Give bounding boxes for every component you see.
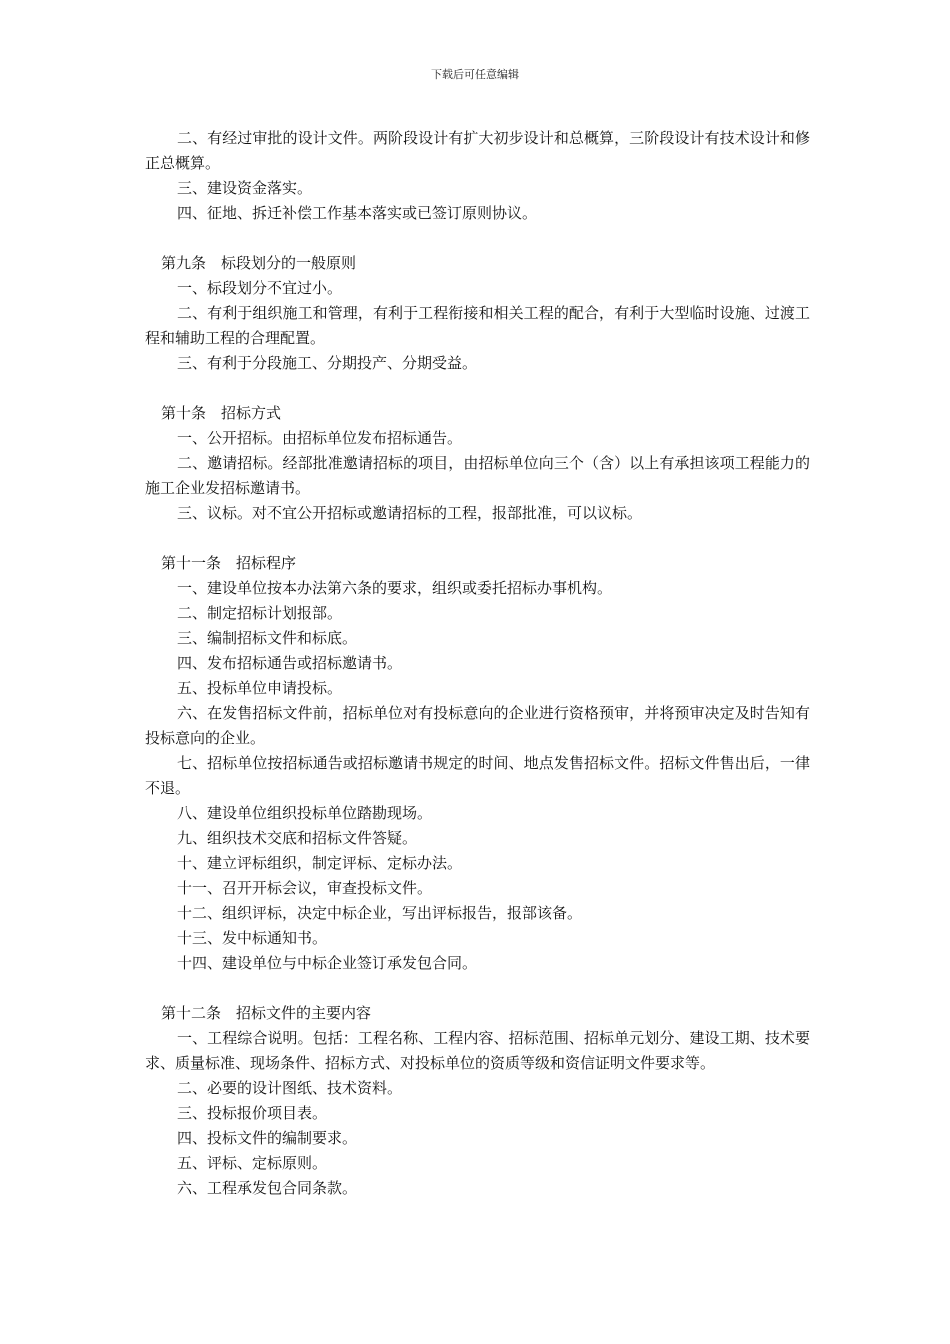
- clause-paragraph: 二、必要的设计图纸、技术资料。: [177, 1079, 403, 1097]
- clause-paragraph: 三、建设资金落实。: [177, 179, 313, 197]
- clause-paragraph: 十四、建设单位与中标企业签订承发包合同。: [177, 954, 478, 972]
- clause-paragraph: 四、征地、拆迁补偿工作基本落实或已签订原则协议。: [177, 204, 538, 222]
- clause-paragraph: 三、投标报价项目表。: [177, 1104, 328, 1122]
- clause-paragraph: 十、建立评标组织，制定评标、定标办法。: [177, 854, 463, 872]
- clause-paragraph: 七、招标单位按招标通告或招标邀请书规定的时间、地点发售招标文件。招标文件售出后，一律不退。: [145, 754, 810, 797]
- clause-paragraph: 二、有经过审批的设计文件。两阶段设计有扩大初步设计和总概算，三阶段设计有技术设计和修正总概算。: [145, 129, 810, 172]
- clause-paragraph: 二、制定招标计划报部。: [177, 604, 343, 622]
- clause-paragraph: 三、有利于分段施工、分期投产、分期受益。: [177, 354, 478, 372]
- clause-paragraph: 十三、发中标通知书。: [177, 929, 328, 947]
- clause-paragraph: 一、工程综合说明。包括：工程名称、工程内容、招标范围、招标单元划分、建设工期、技术要求、质量标准、现场条件、招标方式、对投标单位的资质等级和资信证明文件要求等。: [145, 1029, 810, 1072]
- document-body: [145, 126, 810, 1201]
- clause-paragraph: 十一、召开开标会议，审查投标文件。: [177, 879, 433, 897]
- clause-paragraph: 五、投标单位申请投标。: [177, 679, 343, 697]
- clause-paragraph: 一、建设单位按本办法第六条的要求，组织或委托招标办事机构。: [177, 579, 613, 597]
- article-heading: 第九条 标段划分的一般原则: [161, 254, 357, 272]
- clause-paragraph: 四、投标文件的编制要求。: [177, 1129, 358, 1147]
- clause-paragraph: 二、有利于组织施工和管理，有利于工程衔接和相关工程的配合，有利于大型临时设施、过渡工程和辅助工程的合理配置。: [145, 304, 810, 347]
- clause-paragraph: 一、公开招标。由招标单位发布招标通告。: [177, 429, 463, 447]
- clause-paragraph: 五、评标、定标原则。: [177, 1154, 328, 1172]
- clause-paragraph: 三、编制招标文件和标底。: [177, 629, 358, 647]
- clause-paragraph: 六、工程承发包合同条款。: [177, 1179, 358, 1197]
- clause-paragraph: 一、标段划分不宜过小。: [177, 279, 343, 297]
- article-heading: 第十二条 招标文件的主要内容: [161, 1004, 372, 1022]
- article-heading: 第十条 招标方式: [161, 404, 282, 422]
- article-heading: 第十一条 招标程序: [161, 554, 297, 572]
- clause-paragraph: 四、发布招标通告或招标邀请书。: [177, 654, 403, 672]
- clause-paragraph: 三、议标。对不宜公开招标或邀请招标的工程，报部批准，可以议标。: [177, 504, 643, 522]
- clause-paragraph: 十二、组织评标，决定中标企业，写出评标报告，报部该备。: [177, 904, 583, 922]
- header-note: 下载后可任意编辑: [431, 68, 519, 81]
- clause-paragraph: 二、邀请招标。经部批准邀请招标的项目，由招标单位向三个（含）以上有承担该项工程能力的施工企业发招标邀请书。: [145, 454, 810, 497]
- clause-paragraph: 六、在发售招标文件前，招标单位对有投标意向的企业进行资格预审，并将预审决定及时告知有投标意向的企业。: [145, 704, 810, 747]
- clause-paragraph: 九、组织技术交底和招标文件答疑。: [177, 829, 418, 847]
- clause-paragraph: 八、建设单位组织投标单位踏勘现场。: [177, 804, 433, 822]
